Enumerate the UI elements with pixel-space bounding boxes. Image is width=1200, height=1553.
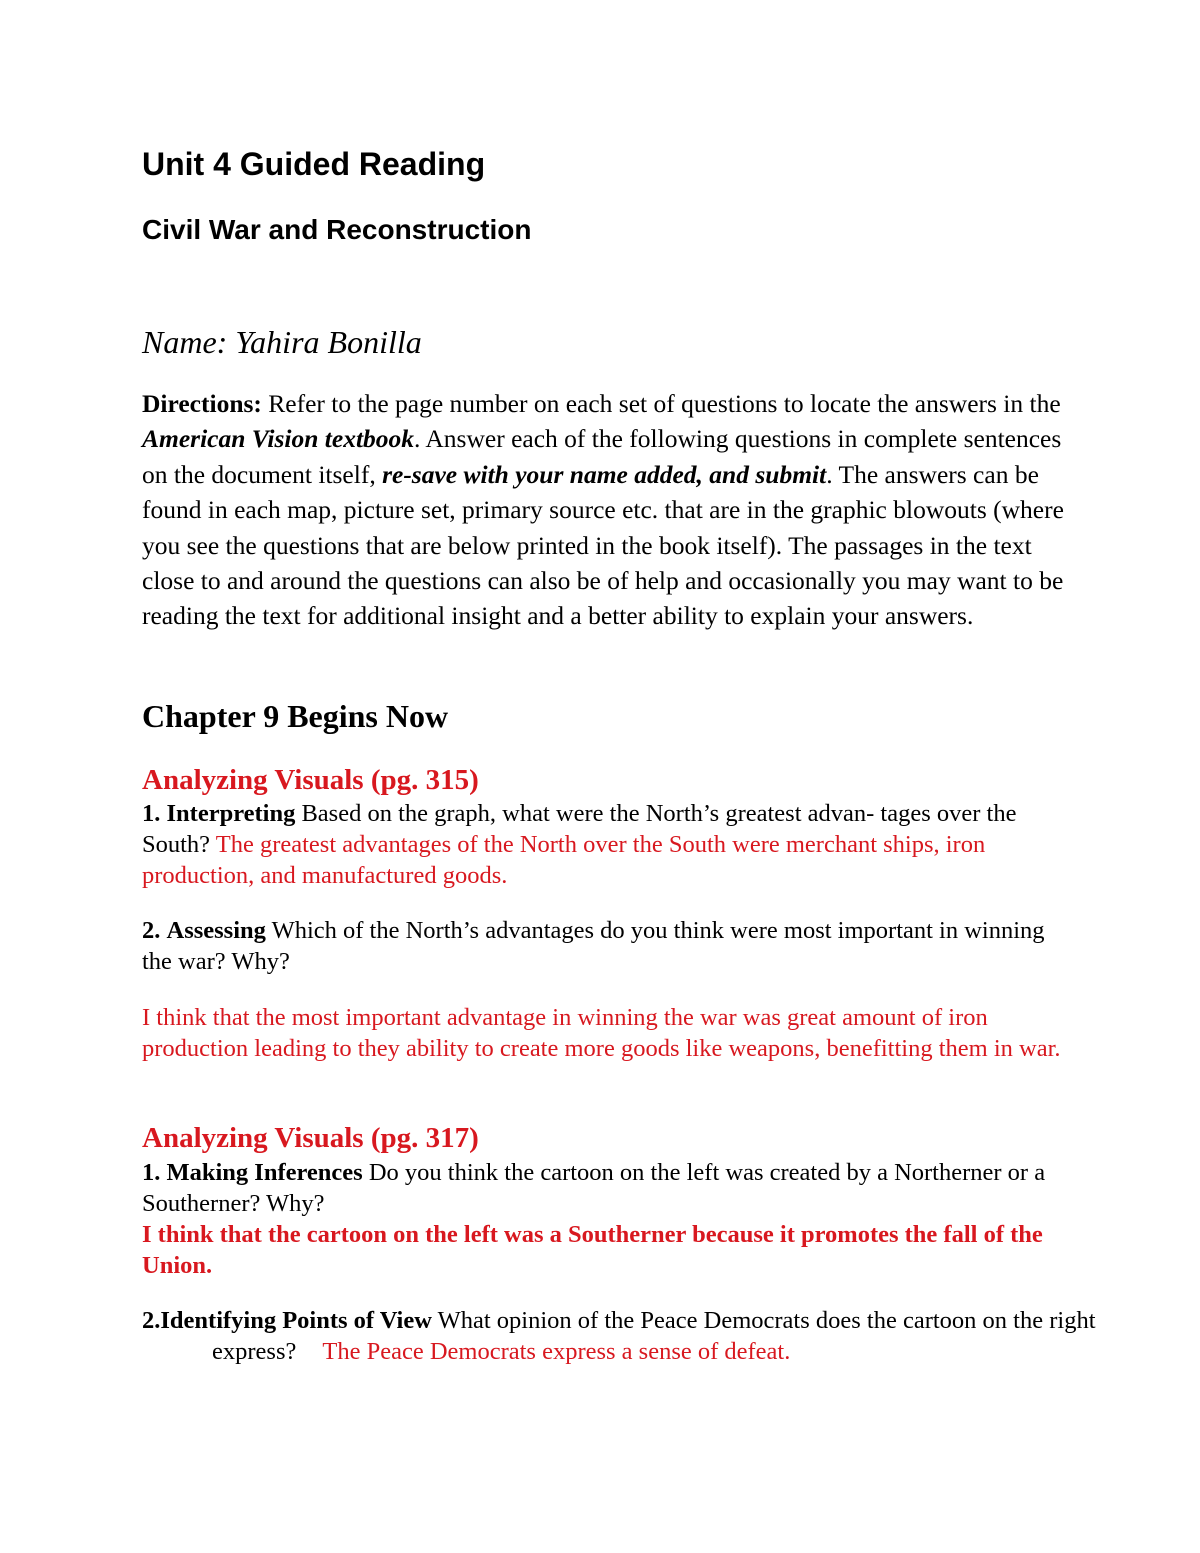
chapter-heading: Chapter 9 Begins Now [142,698,449,734]
question-1-pg-315 [142,798,1062,891]
directions-label: Directions: [142,389,262,418]
section-heading-pg-315: Analyzing Visuals (pg. 315) [142,764,479,796]
question-text: What opinion of the Peace Democrats does the cartoon on the right express? [212,1307,1096,1365]
directions-text-2: . Answer each of the following questions in complete sentences on the document itself, [142,424,1062,489]
question-skill-term: Assessing [166,917,266,944]
question-1-pg-317 [142,1157,1062,1281]
question-number: 1. [142,1159,161,1186]
question-text: Based on the graph, what were the North’s greatest advan- tages over the South? [142,800,1017,858]
answer-text: I think that the cartoon on the left was a Southerner because it promotes the fall of the Union. [142,1221,1043,1279]
question-text: Do you think the cartoon on the left was created by a Northerner or a Southerner? Why? [142,1159,1046,1217]
resave-instruction: re-save with your name added, and submit [382,459,827,489]
question-number: 1. [142,800,161,827]
document-title: Unit 4 Guided Reading [142,146,486,182]
question-skill-term: Interpreting [166,800,296,827]
question-2-pg-315 [142,915,1062,977]
question-2-pg-317 [142,1305,1132,1367]
question-skill-term: Identifying Points of View [160,1307,432,1334]
question-number: 2. [142,1307,161,1334]
directions-text-3: . The answers can be found in each map, picture set, primary source etc. that are in the graphic blowouts (where you see the questions that are below printed in the book itself). The passages in the text close to and around the questions can also be of help and occasionally you may want to be reading the text for additional insight and a better ability to explain your answers. [142,459,1064,631]
student-name-line: Name: Yahira Bonilla [142,324,422,360]
answer-text: The greatest advantages of the North over the South were merchant ships, iron production, and manufactured goods. [142,831,986,889]
answer-text: The Peace Democrats express a sense of defeat. [322,1338,791,1365]
section-heading-pg-317: Analyzing Visuals (pg. 317) [142,1122,479,1154]
directions-text-1: Refer to the page number on each set of questions to locate the answers in the [261,389,1061,418]
textbook-name: American Vision textbook [142,424,415,454]
question-number: 2. [142,917,161,944]
question-text: Which of the North’s advantages do you think were most important in winning the war? Why? [142,917,1045,975]
directions-paragraph [142,386,1072,634]
answer-2-pg-315: I think that the most important advantage in winning the war was great amount of iron production leading to they ability to create more goods like weapons, benefitting them in war. [142,1004,1061,1062]
document-subtitle: Civil War and Reconstruction [142,214,532,245]
question-skill-term: Making Inferences [166,1159,363,1186]
